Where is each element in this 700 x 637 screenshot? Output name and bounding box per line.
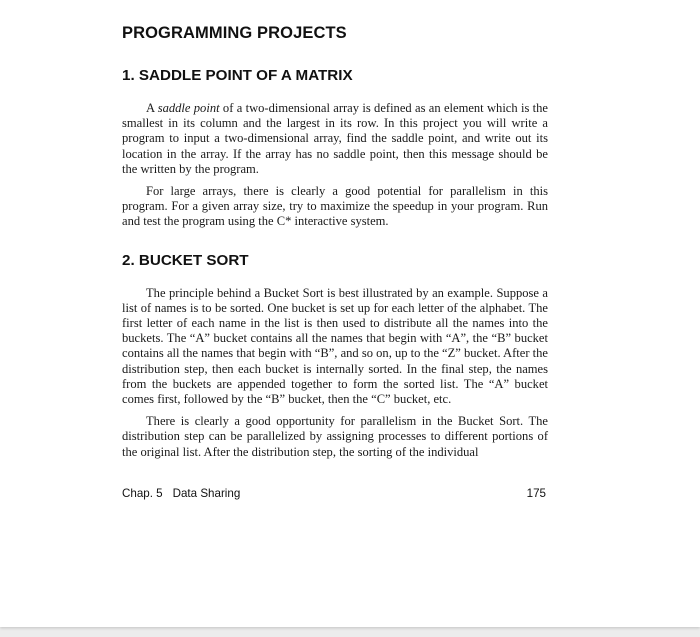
paragraph-text: of a two-dimensional array is defined as an element which is the smallest in its column and the largest in its row. In this project you will write a program to input a two-dimensional array, find the saddle point, and write out its location in the array. If the array has no saddle point, then this message should be the written by the program.: [122, 101, 548, 176]
section-heading-saddle-point: 1. SADDLE POINT OF A MATRIX: [122, 67, 353, 84]
page-title: PROGRAMMING PROJECTS: [122, 24, 347, 42]
paragraph-saddle-point-definition: [122, 101, 548, 177]
page-number: 175: [526, 487, 546, 500]
page-content: [122, 24, 548, 467]
chapter-number: Chap. 5: [122, 487, 163, 500]
paragraph-bucket-sort-parallelism: There is clearly a good opportunity for parallelism in the Bucket Sort. The distribution step can be parallelized by assigning processes to different portions of the original list. After the distribution step, the sorting of the individual: [122, 414, 548, 459]
chapter-title: Data Sharing: [172, 487, 241, 500]
footer-chapter: [122, 487, 240, 500]
paragraph-bucket-sort-description: The principle behind a Bucket Sort is best illustrated by an example. Suppose a list of names is to be sorted. One bucket is set up for each letter of the alphabet. The first letter of each name in the list is then used to distribute all the names into the buckets. The “A” bucket contains all the names that begin with “A”, the “B” bucket contains all the names that begin with “B”, and so on, up to the “Z” bucket. After the distribution step, then each bucket is internally sorted. In the final step, the names from the buckets are appended together to form the sorted list. The “A” bucket comes first, followed by the “B” bucket, then the “C” bucket, etc.: [122, 285, 548, 407]
paragraph-saddle-point-parallelism: For large arrays, there is clearly a good potential for parallelism in this program. For a given array size, try to maximize the speedup in your program. Run and test the program using the C* interactive system.: [122, 184, 548, 229]
emphasized-term: saddle point: [157, 101, 220, 115]
paragraph-text: A: [146, 101, 158, 115]
section-heading-bucket-sort: 2. BUCKET SORT: [122, 251, 249, 269]
